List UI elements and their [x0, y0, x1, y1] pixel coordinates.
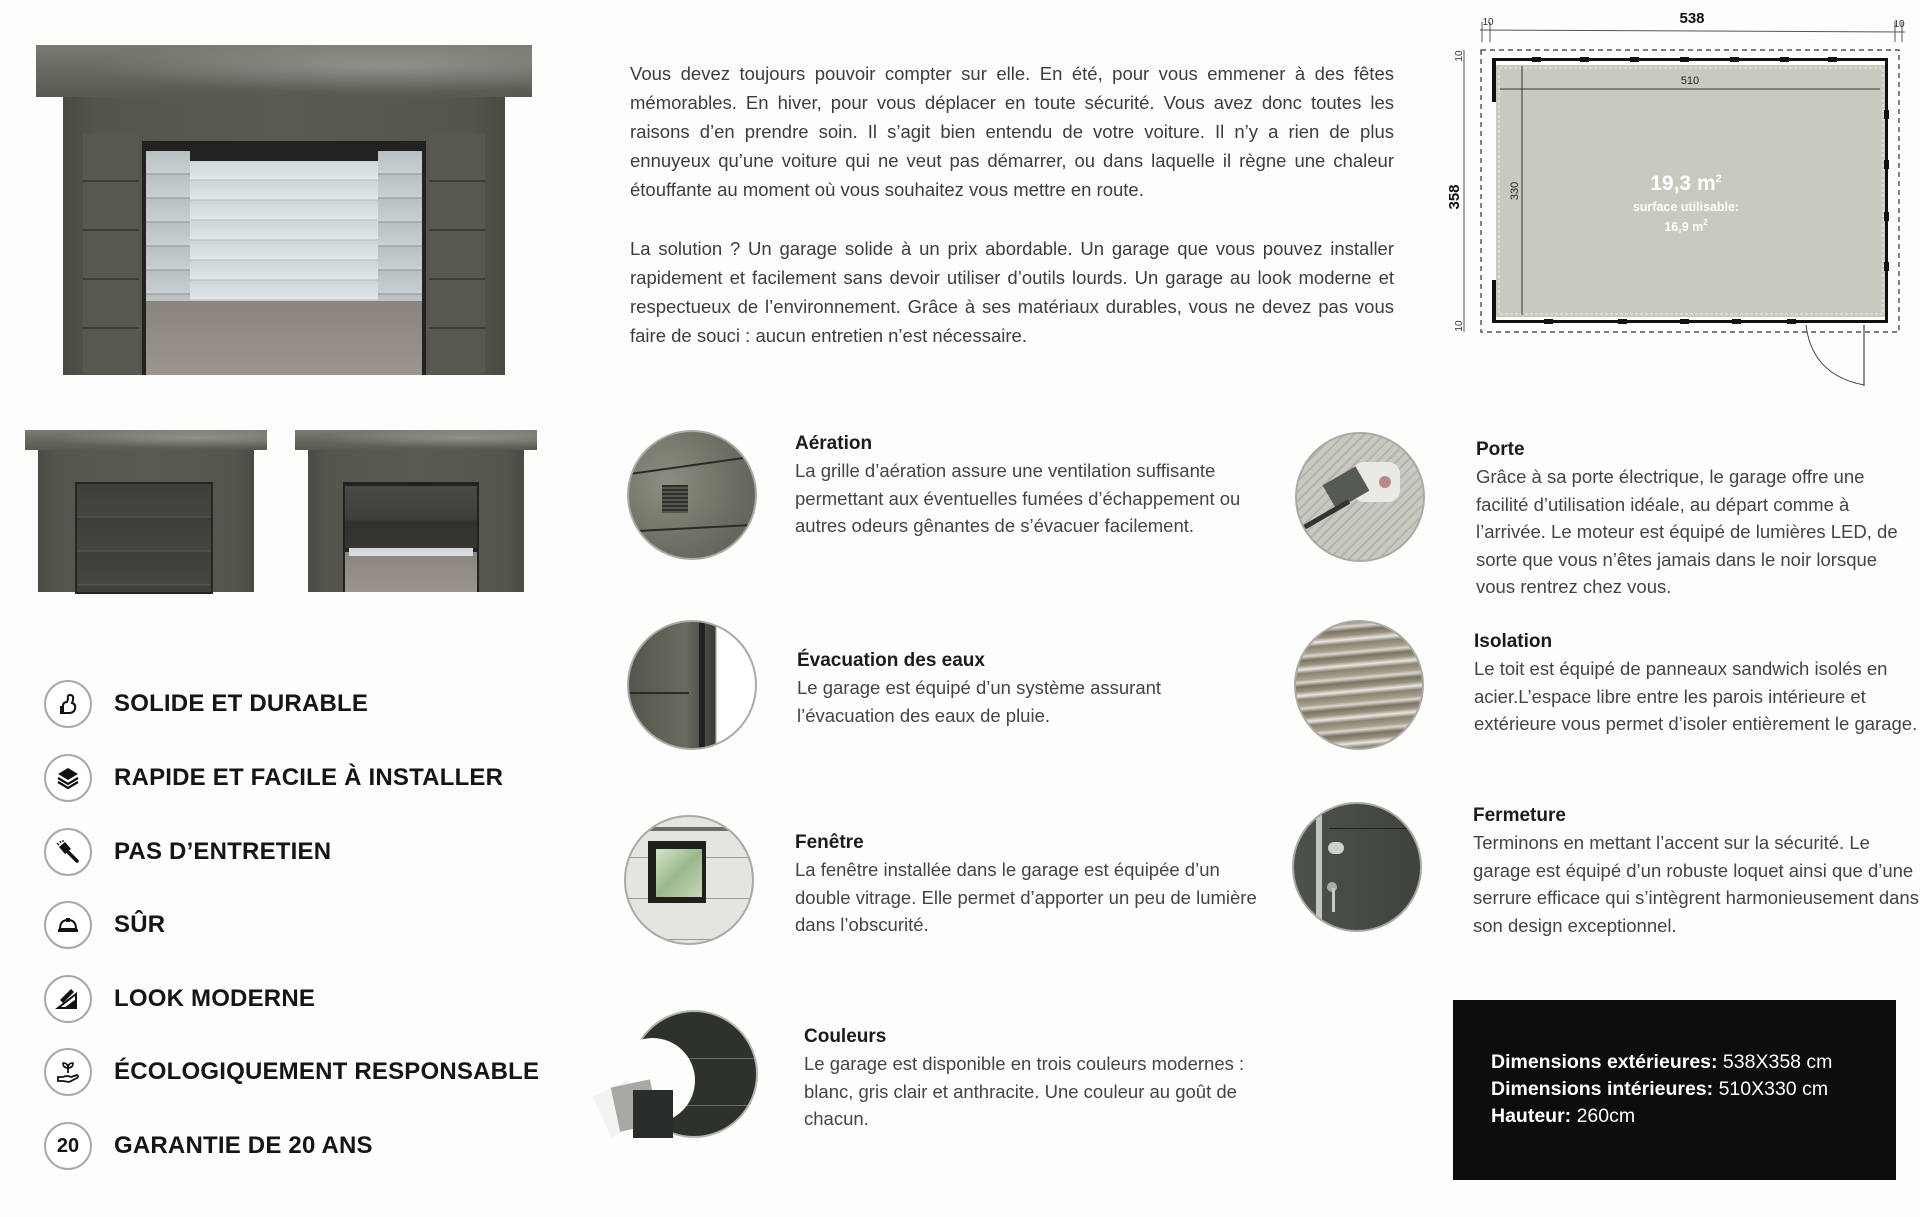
back-wall [190, 161, 378, 301]
feature-title: Évacuation des eaux [797, 650, 985, 671]
benefit-no-maintenance [44, 826, 331, 878]
benefit-solid-durable [44, 678, 368, 730]
feature-colors [804, 1024, 1264, 1133]
layers-icon [44, 754, 92, 802]
door-swing-arc [1806, 325, 1864, 385]
feature-door [1476, 437, 1920, 601]
total-area-label: 19,3 $m^2$ [1650, 172, 1722, 195]
benefit-label: SÛR [114, 911, 166, 938]
benefit-eco-responsible [44, 1046, 539, 1098]
ventilation-grille-photo [627, 430, 757, 560]
feature-body: Le garage est disponible en trois couleurs modernes : blanc, gris clair et anthracite. Une couleur au goût de chacun. [804, 1053, 1245, 1129]
interior-dimensions-label: Dimensions intérieures: [1491, 1078, 1714, 1100]
intro-paragraph-1: Vous devez toujours pouvoir compter sur elle. En été, pour vous emmener à des fêtes mémorables. En hiver, pour vous déplacer en toute sécurité. Vous avez donc toutes les raisons d’en prendre soin. Il s’agit bien entendu de votre voiture. Il n’y a rien de plus ennuyeux qu’une voiture qui ne veut pas démarrer, ou dans laquelle il règne une chaleur étouffante au moment où vous souhaitez vous mettre en route. [630, 63, 1394, 200]
wall-thickness-top-left: 10 [1482, 17, 1494, 28]
feature-body: Le toit est équipé de panneaux sandwich isolés en acier.L’espace libre entre les parois intérieure et extérieure vous permet d’isoler entièrement le garage. [1474, 658, 1918, 734]
feature-ventilation [795, 431, 1265, 540]
garage-floor [146, 301, 422, 375]
garage-roof [25, 430, 267, 450]
key [1332, 888, 1335, 912]
motor-light [1379, 476, 1391, 488]
right-pillar [429, 133, 485, 373]
motor-rail [1296, 499, 1350, 533]
door-panel-edge [1329, 828, 1409, 829]
garage-door-closed [75, 482, 213, 594]
feature-drainage [797, 648, 1257, 729]
floor-plan-diagram [1440, 0, 1920, 400]
garage-opening [142, 141, 426, 375]
outer-width-label: 538 [1679, 10, 1705, 27]
feature-body: Terminons en mettant l’accent sur la sécurité. Le garage est équipé d’un robuste loquet ainsi que d’une serrure efficace qui s’intègrent harmonieusement dans son design exceptionnel. [1473, 832, 1919, 936]
feature-title: Couleurs [804, 1026, 887, 1047]
feature-title: Aération [795, 433, 873, 454]
height-dimension [1491, 1103, 1635, 1130]
feature-title: Porte [1476, 439, 1525, 460]
interior-dimensions-value: 510X330 cm [1713, 1078, 1829, 1100]
swatch-anthracite [633, 1090, 673, 1138]
feature-title: Fermeture [1473, 805, 1566, 826]
paint-brush-icon [44, 828, 92, 876]
benefit-label: GARANTIE DE 20 ANS [114, 1132, 373, 1159]
plant-hand-icon [44, 1048, 92, 1096]
exterior-dimensions [1491, 1049, 1832, 1076]
dimensions-box [1453, 1000, 1896, 1180]
door-frame-strip [1316, 804, 1322, 932]
lock-latch-photo [1292, 802, 1422, 932]
inner-width-label: 510 [1680, 75, 1700, 87]
window-photo [624, 815, 754, 945]
feature-lock [1473, 803, 1920, 939]
window-glass [656, 849, 702, 897]
hard-hat-icon [44, 901, 92, 949]
feature-title: Isolation [1474, 631, 1553, 652]
usable-area-value: 16,9 $m^2$ [1664, 218, 1708, 234]
drainage-photo [627, 620, 757, 750]
height-label: Hauteur: [1491, 1105, 1572, 1127]
garage-half-open-door-image [295, 430, 537, 592]
garage-door-half-open [345, 486, 477, 548]
door-motor-photo [1295, 432, 1425, 562]
feature-insulation [1474, 629, 1920, 738]
ruler-triangle-icon [44, 975, 92, 1023]
exterior-dimensions-label: Dimensions extérieures: [1491, 1051, 1718, 1073]
muscle-arm-icon [44, 680, 92, 728]
garage-closed-door-image [25, 430, 267, 592]
wall-thickness-left-top: 10 [1454, 50, 1465, 62]
benefit-label: SOLIDE ET DURABLE [114, 690, 369, 717]
benefit-modern-look [44, 973, 315, 1025]
panel-line [629, 524, 757, 533]
garage-roof [295, 430, 537, 450]
benefit-label: RAPIDE ET FACILE À INSTALLER [114, 764, 504, 791]
garage-floor [345, 552, 477, 592]
feature-window [795, 830, 1265, 939]
benefit-safe [44, 899, 165, 951]
panel-line [629, 455, 757, 475]
colors-swatch-photo [595, 1008, 755, 1143]
outer-depth-label: 358 [1446, 184, 1463, 210]
dimension-line-width [1480, 30, 1905, 32]
panel-line [629, 692, 689, 694]
feature-body: Grâce à sa porte électrique, le garage offre une facilité d’utilisation idéale, au départ comme à l’arrivée. Le moteur est équipé de lumières LED, de sorte que vous n’êtes jamais dans le noir lorsque vous rentrez chez vous. [1476, 466, 1898, 597]
inner-depth-label: 330 [1509, 181, 1521, 201]
door-rail [626, 827, 754, 831]
latch-knob [1328, 842, 1344, 854]
drain-pipe [699, 622, 705, 750]
warranty-years-badge: 20 [56, 1134, 80, 1157]
wall-thickness-left-bottom: 10 [1454, 320, 1465, 332]
feature-body: La fenêtre installée dans le garage est équipée d’un double vitrage. Elle permet d’apporter un peu de lumière dans l’obscurité. [795, 859, 1257, 935]
garage-opening [343, 482, 479, 592]
benefit-label: PAS D’ENTRETIEN [114, 838, 332, 865]
exterior-dimensions-value: 538X358 cm [1717, 1051, 1833, 1073]
interior-dimensions [1491, 1076, 1828, 1103]
benefit-label: ÉCOLOGIQUEMENT RESPONSABLE [114, 1058, 540, 1085]
insulation-panels-photo [1294, 620, 1424, 750]
feature-title: Fenêtre [795, 832, 864, 853]
number-20-icon [44, 1122, 92, 1170]
benefit-quick-install [44, 752, 503, 804]
benefit-warranty [44, 1120, 373, 1172]
usable-area-caption: surface utilisable: [1632, 200, 1740, 214]
garage-roof [36, 45, 532, 97]
benefit-label: LOOK MODERNE [114, 985, 316, 1012]
garage-open-door-image [36, 45, 532, 375]
wall-thickness-top-right: 10 [1893, 19, 1905, 30]
height-value: 260cm [1571, 1105, 1636, 1127]
feature-body: Le garage est équipé d’un système assurant l’évacuation des eaux de pluie. [797, 677, 1162, 726]
grille-shape [662, 485, 688, 513]
intro-paragraph-2: La solution ? Un garage solide à un prix abordable. Un garage que vous pouvez installer rapidement et facilement sans devoir utiliser d’outils lourds. Un garage au look moderne et respectueux de l’environnement. Grâce à ses matériaux durables, vous ne devez pas vous faire de souci : aucun entretien n’est nécessaire. [630, 238, 1394, 346]
left-pillar [83, 133, 139, 373]
feature-body: La grille d’aération assure une ventilation suffisante permettant aux éventuelles fumées d’échappement ou autres odeurs gênantes de s’évacuer facilement. [795, 460, 1241, 536]
